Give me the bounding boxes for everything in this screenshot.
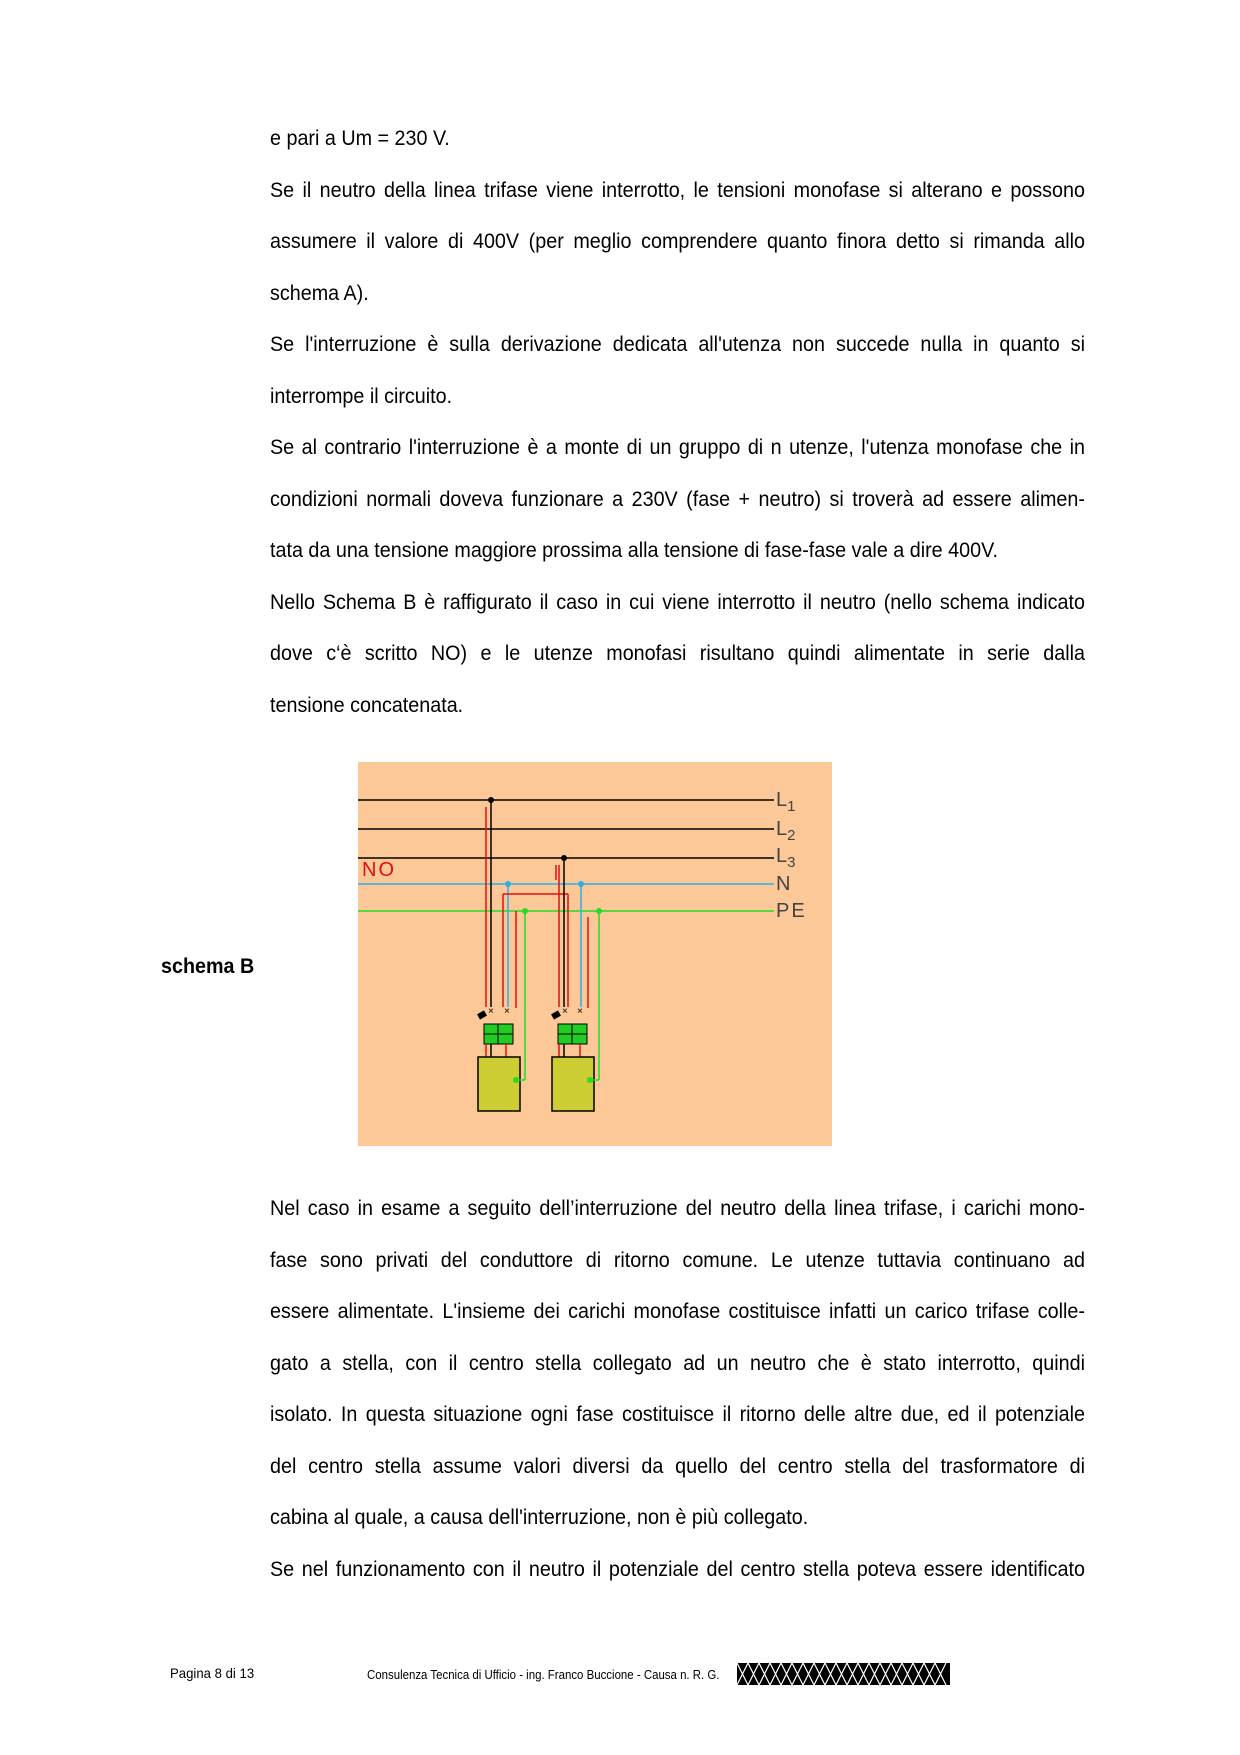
text-line: del centro stella assume valori diversi da quello del centro stella del trasformatore di <box>270 1454 1085 1478</box>
text-line: condizioni normali doveva funzionare a 230V (fase + neutro) si troverà ad essere alimen- <box>270 487 1085 511</box>
text-line: Se nel funzionamento con il neutro il potenziale del centro stella poteva essere identificato <box>270 1557 1085 1581</box>
text-line: Se al contrario l'interruzione è a monte di un gruppo di n utenze, l'utenza monofase che in <box>270 436 1085 459</box>
text-line: e pari a Um = 230 V. <box>270 127 450 150</box>
label-pe: PE <box>776 900 807 922</box>
text-line: Se il neutro della linea trifase viene interrotto, le tensioni monofase si alterano e possono <box>270 178 1085 202</box>
text-line: essere alimentate. L'insieme dei carichi monofase costituisce infatti un carico trifase colle- <box>270 1300 1085 1323</box>
svg-text:×: × <box>488 1006 494 1017</box>
text-line: Nel caso in esame a seguito dell’interruzione del neutro della linea trifase, i carichi mono- <box>270 1197 1085 1220</box>
text-line: cabina al quale, a causa dell'interruzione, non è più collegato. <box>270 1506 809 1529</box>
footer-text: Consulenza Tecnica di Ufficio - ing. Franco Buccione - Causa n. R. G. <box>367 1667 720 1682</box>
schema-b-diagram <box>358 762 832 1146</box>
text-line: isolato. In questa situazione ogni fase costituisce il ritorno delle altre due, ed il potenziale <box>270 1403 1085 1426</box>
label-l1: $L_1$ <box>776 789 796 815</box>
text-line: dove c‘è scritto NO) e le utenze monofasi risultano quindi alimentate in serie dalla <box>270 642 1085 665</box>
redaction-mark <box>737 1663 950 1685</box>
text-line: fase sono privati del conduttore di ritorno comune. Le utenze tuttavia continuano ad <box>270 1248 1085 1272</box>
label-l3: $L_3$ <box>776 845 796 871</box>
svg-text:×: × <box>504 1006 510 1017</box>
label-l2: $L_2$ <box>776 818 796 844</box>
diagram-background <box>358 762 832 1146</box>
label-n: N <box>776 873 791 895</box>
text-line: Nello Schema B è raffigurato il caso in cui viene interrotto il neutro (nello schema indicato <box>270 590 1085 614</box>
label-no: NO <box>362 859 396 881</box>
text-line: tensione concatenata. <box>270 693 464 717</box>
text-line: interrompe il circuito. <box>270 384 453 408</box>
svg-text:×: × <box>562 1006 568 1017</box>
body-text-top <box>270 113 1085 731</box>
text-line: tata da una tensione maggiore prossima alla tensione di fase-fase vale a dire 400V. <box>270 539 998 562</box>
text-line: schema A). <box>270 281 369 305</box>
text-line: Se l'interruzione è sulla derivazione dedicata all'utenza non succede nulla in quanto si <box>270 333 1085 356</box>
page-number: Pagina 8 di 13 <box>170 1665 255 1681</box>
svg-text:×: × <box>577 1006 583 1017</box>
text-line: gato a stella, con il centro stella collegato ad un neutro che è stato interrotto, quindi <box>270 1351 1085 1375</box>
text-line: assumere il valore di 400V (per meglio comprendere quanto finora detto si rimanda allo <box>270 230 1085 253</box>
body-text-bottom <box>270 1183 1085 1595</box>
figure-caption: schema B <box>161 955 255 978</box>
